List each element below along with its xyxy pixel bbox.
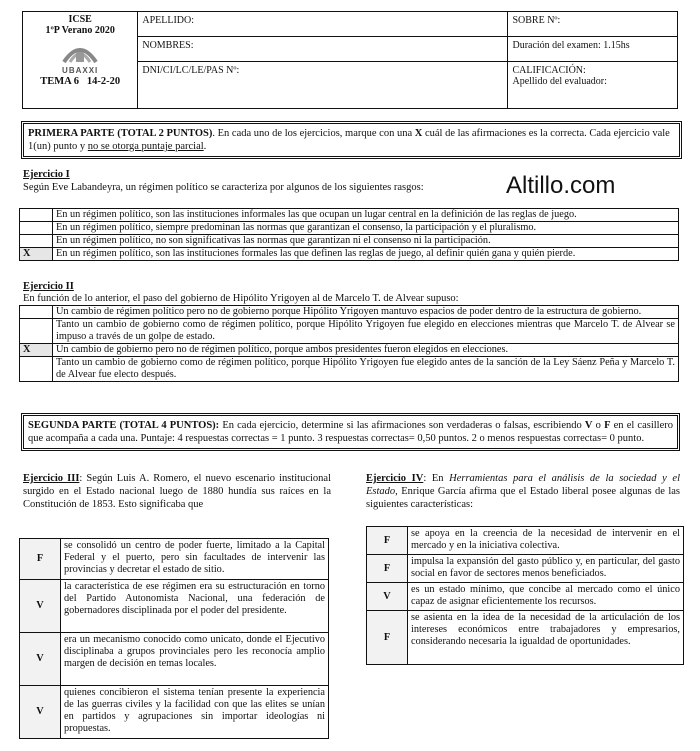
option-checkbox[interactable]: X <box>20 248 53 261</box>
ej4-row <box>367 527 684 555</box>
part2-title: SEGUNDA PARTE (TOTAL 4 PUNTOS): <box>28 420 220 431</box>
dni-label: DNI/CI/LC/LE/PAS Nº: <box>142 64 240 76</box>
ej1-option[interactable] <box>20 248 679 261</box>
part2-f: F <box>604 420 611 431</box>
tf-answer-cell[interactable]: V <box>367 583 408 611</box>
ej3-row <box>20 539 329 580</box>
ej4-row <box>367 583 684 611</box>
tf-answer-cell[interactable]: F <box>367 611 408 665</box>
ej2-title: Ejercicio II <box>23 281 74 292</box>
school-name: ICSE <box>68 14 92 25</box>
part1-text-b: cuál de las afirmaciones es la correcta. Cada ejercicio vale 1(un) punto y <box>28 128 670 152</box>
ej2-option[interactable] <box>20 306 679 319</box>
ej4-title: Ejercicio IV <box>366 473 424 484</box>
option-text: En un régimen político, son las instituciones informales las que ocupan un lugar central en la definición de las reglas de juego. <box>53 209 679 222</box>
ej4-intro-a: : En <box>423 473 450 484</box>
evaluador-label: Apellido del evaluador: <box>512 75 607 87</box>
ej3-row <box>20 580 329 633</box>
ej2-intro: En función de lo anterior, el paso del gobierno de Hipólito Yrigoyen al de Marcelo T. de Alvear supuso: <box>23 293 459 304</box>
ej1-options <box>19 208 679 261</box>
tf-answer-cell[interactable]: V <box>20 686 61 739</box>
part1-title: PRIMERA PARTE (TOTAL 2 PUNTOS) <box>28 128 213 139</box>
tf-statement: se asienta en la idea de la necesidad de la articulación de los intereses económicos entre trabajadores y empresarios, considerando necesaria la igualdad de oportunidades. <box>408 611 684 665</box>
ej3-title: Ejercicio III <box>23 473 80 484</box>
ej2-option[interactable] <box>20 319 679 344</box>
option-checkbox[interactable]: X <box>20 344 53 357</box>
ej1-option[interactable] <box>20 209 679 222</box>
option-text: Tanto un cambio de gobierno como de régimen político, porque Hipólito Yrigoyen fue elegido antes de la sanción de la Ley Sáenz Peña y Marcelo T. de Alvear fue electo después. <box>53 357 679 382</box>
exam-date: 14-2-20 <box>86 76 121 87</box>
ej4-row <box>367 555 684 583</box>
calificacion-label: CALIFICACIÓN: <box>512 64 586 76</box>
sobre-field[interactable] <box>508 12 678 37</box>
option-text: Un cambio de gobierno pero no de régimen político, porque ambos presidentes fueron elegidos en elecciones. <box>53 344 679 357</box>
ej3-intro: : Según Luis A. Romero, el nuevo escenario institucional surgido en el Estado nacional luego de 1880 hundía sus raíces en la Constitución de 1853. Esto significaba que <box>23 473 331 510</box>
ej3-row <box>20 686 329 739</box>
nombres-label: NOMBRES: <box>142 39 194 51</box>
part2-text-b: en el casillero que acompaña a cada una. Puntaje: 4 respuestas correctas = 1 punto. 3 respuestas correctas= 0,50 puntos. 2 o menos respuestas correctas= 0 punto. <box>28 420 673 444</box>
option-checkbox[interactable] <box>20 209 53 222</box>
ej1-title: Ejercicio I <box>23 169 70 180</box>
ej2-options <box>19 305 679 382</box>
ej2-option[interactable] <box>20 357 679 382</box>
duracion-cell <box>508 36 678 61</box>
nombres-field[interactable] <box>138 36 508 61</box>
option-text: En un régimen político, no son significativas las normas que garantizan ni el consenso ni la participación. <box>53 235 679 248</box>
tf-answer-cell[interactable]: F <box>367 555 408 583</box>
option-text: En un régimen político, siempre predominan las normas que garantizan el consenso, la participación y el pluralismo. <box>53 222 679 235</box>
ej4-book: Herramientas para el análisis de la sociedad y el Estado <box>366 473 680 497</box>
option-text: Tanto un cambio de gobierno como de régimen político, porque Hipólito Yrigoyen fue elegido en elecciones mientras que Marcelo T. de Alvear se impuso a través de un golpe de estado. <box>53 319 679 344</box>
tf-statement: es un estado mínimo, que concibe al mercado como el único capaz de asignar eficientemente los recursos. <box>408 583 684 611</box>
option-checkbox[interactable] <box>20 357 53 382</box>
exam-theme: TEMA 6 <box>40 76 79 87</box>
option-checkbox[interactable] <box>20 319 53 344</box>
apellido-label: APELLIDO: <box>142 15 195 26</box>
ej3-row <box>20 633 329 686</box>
part2-text-a: En cada ejercicio, determine si las afirmaciones son verdaderas o falsas, escribiendo <box>219 420 585 431</box>
part1-instructions <box>23 123 680 157</box>
tf-answer-cell[interactable]: F <box>367 527 408 555</box>
ej4-row <box>367 611 684 665</box>
ej1-intro: Según Eve Labandeyra, un régimen político se caracteriza por algunos de los siguientes rasgos: <box>23 182 424 193</box>
tf-answer-cell[interactable]: V <box>20 633 61 686</box>
tf-statement: era un mecanismo conocido como unicato, donde el Ejecutivo disciplinaba a grupos provinciales pero les reconocía amplio margen de decisión en temas locales. <box>61 633 329 686</box>
part2-v: V <box>584 420 593 431</box>
dni-field[interactable] <box>138 61 508 108</box>
sobre-label: SOBRE Nº: <box>512 15 561 26</box>
option-checkbox[interactable] <box>20 306 53 319</box>
tf-answer-cell[interactable]: F <box>20 539 61 580</box>
logo-text: UBAXXI <box>62 66 99 75</box>
ej2-option[interactable] <box>20 344 679 357</box>
calificacion-cell[interactable] <box>508 61 678 108</box>
exam-term: 1ºP Verano 2020 <box>45 25 115 36</box>
part2-o: o <box>592 420 605 431</box>
tf-statement: impulsa la expansión del gasto público y, en particular, del gasto social en favor de sectores menos beneficiados. <box>408 555 684 583</box>
tf-answer-cell[interactable]: V <box>20 580 61 633</box>
option-checkbox[interactable] <box>20 222 53 235</box>
part2-instructions <box>23 415 678 449</box>
ej3-intro-block <box>23 472 331 511</box>
part1-text-a: . En cada uno de los ejercicios, marque con una <box>212 128 415 139</box>
option-checkbox[interactable] <box>20 235 53 248</box>
tf-statement: se apoya en la creencia de la necesidad de intervenir en el mercado y en la iniciativa colectiva. <box>408 527 684 555</box>
tf-statement: quienes concibieron el sistema tenían presente la experiencia de las guerras civiles y la facilidad con que las elites se unían en partidos y agrupaciones sin importar ideologías ni propuestas. <box>61 686 329 739</box>
ej1-option[interactable] <box>20 235 679 248</box>
exam-header <box>22 11 678 109</box>
ej1-option[interactable] <box>20 222 679 235</box>
ubaxxi-logo <box>50 40 110 74</box>
apellido-field[interactable] <box>138 12 508 37</box>
logo-graphic-icon <box>50 40 110 64</box>
header-left-cell <box>23 12 138 109</box>
tf-statement: la característica de ese régimen era su estructuración en torno del Partido Autonomista Nacional, una federación de gobernadores disciplinada por el poder del presidente. <box>61 580 329 633</box>
part1-no-parcial: no se otorga puntaje parcial <box>87 141 204 152</box>
watermark: Altillo.com <box>506 172 616 199</box>
option-text: En un régimen político, son las instituciones formales las que definen las reglas de juego, al definir quién gana y quién pierde. <box>53 248 679 261</box>
part1-end: . <box>203 141 207 152</box>
ej4-intro-b: , Enrique García afirma que el Estado liberal posee algunas de las siguientes características: <box>366 486 680 510</box>
ej3-table <box>19 538 329 739</box>
ej4-intro-block <box>366 472 680 511</box>
ej4-table <box>366 526 684 665</box>
option-text: Un cambio de régimen político pero no de gobierno porque Hipólito Yrigoyen mantuvo espacios de poder dentro de la estructura de gobierno. <box>53 306 679 319</box>
tf-statement: se consolidó un centro de poder fuerte, limitado a la Capital Federal y el puerto, pero sin facultades de intervenir las provincias y decretar el estado de sitio. <box>61 539 329 580</box>
duracion-label: Duración del examen: 1.15hs <box>512 39 630 51</box>
part1-x: X <box>414 128 423 139</box>
